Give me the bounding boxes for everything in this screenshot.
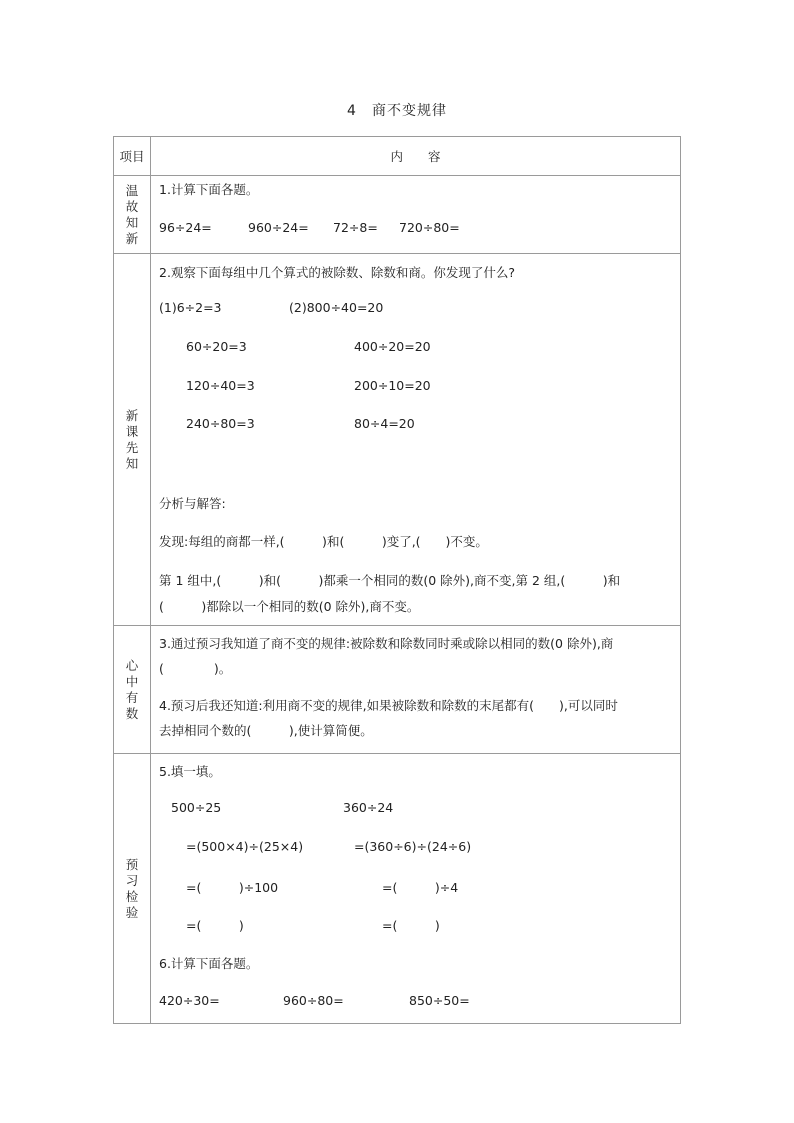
section-content xyxy=(151,626,681,754)
fill-blank-line: =( ) xyxy=(186,918,244,933)
expression: 360÷24 xyxy=(343,800,394,815)
page-title: 4 商不变规律 xyxy=(347,103,447,119)
expression: 850÷50= xyxy=(409,993,470,1008)
fill-blank-line: =( )÷4 xyxy=(382,880,459,895)
fill-blank-line: 4.预习后我还知道:利用商不变的规律,如果被除数和除数的末尾都有( ),可以同时 xyxy=(159,698,618,713)
section-label: 预习检验 xyxy=(114,754,151,1024)
question-text: 1.计算下面各题。 xyxy=(159,182,259,197)
section-label: 心中有数 xyxy=(114,626,151,754)
fill-blank-line: =( )÷100 xyxy=(186,880,279,895)
expression: (2)800÷40=20 xyxy=(289,300,384,315)
section-label: 新课先知 xyxy=(114,254,151,626)
fill-blank-line: 去掉相同个数的( ),使计算简便。 xyxy=(159,723,373,738)
header-row xyxy=(114,137,681,176)
fill-blank-line: ( )。 xyxy=(159,661,232,676)
question-text: 5.填一填。 xyxy=(159,764,221,779)
expression: 420÷30= xyxy=(159,993,220,1008)
section-label: 温故知新 xyxy=(114,176,151,254)
section-content xyxy=(151,754,681,1024)
section-new-lesson xyxy=(114,254,681,626)
question-text: 6.计算下面各题。 xyxy=(159,956,259,971)
expression: 240÷80=3 xyxy=(186,416,255,431)
section-check xyxy=(114,754,681,1024)
expression: 60÷20=3 xyxy=(186,339,247,354)
expression: 80÷4=20 xyxy=(354,416,415,431)
fill-blank-line: 3.通过预习我知道了商不变的规律:被除数和除数同时乘或除以相同的数(0 除外),商 xyxy=(159,636,614,651)
expression: 200÷10=20 xyxy=(354,378,431,393)
section-content xyxy=(151,176,681,254)
fill-blank-line: =( ) xyxy=(382,918,440,933)
expression: 400÷20=20 xyxy=(354,339,431,354)
worksheet-table xyxy=(113,136,681,1024)
question-text: 2.观察下面每组中几个算式的被除数、除数和商。你发现了什么? xyxy=(159,265,516,280)
expression: =(500×4)÷(25×4) xyxy=(186,839,304,854)
expression: (1)6÷2=3 xyxy=(159,300,222,315)
section-review xyxy=(114,176,681,254)
analysis-heading: 分析与解答: xyxy=(159,496,226,511)
section-summary xyxy=(114,626,681,754)
expression: 500÷25 xyxy=(171,800,222,815)
expression: 96÷24= xyxy=(159,220,212,235)
header-content: 内 容 xyxy=(151,137,681,176)
expression: 120÷40=3 xyxy=(186,378,255,393)
expression: 960÷24= xyxy=(248,220,309,235)
expression: 960÷80= xyxy=(283,993,344,1008)
expression: 72÷8= xyxy=(333,220,378,235)
expression: 720÷80= xyxy=(399,220,460,235)
section-content xyxy=(151,254,681,626)
expression: =(360÷6)÷(24÷6) xyxy=(354,839,472,854)
fill-blank-line: ( )都除以一个相同的数(0 除外),商不变。 xyxy=(159,599,420,614)
fill-blank-line: 第 1 组中,( )和( )都乘一个相同的数(0 除外),商不变,第 2 组,( )和 xyxy=(159,573,621,588)
header-project: 项目 xyxy=(114,137,151,176)
fill-blank-line: 发现:每组的商都一样,( )和( )变了,( )不变。 xyxy=(159,534,488,549)
